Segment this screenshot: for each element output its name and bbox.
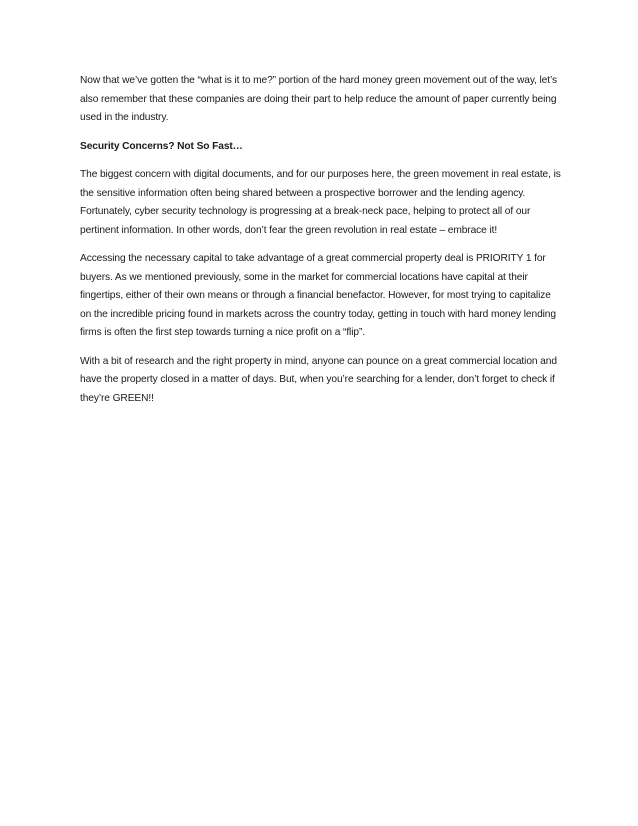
paragraph-capital: Accessing the necessary capital to take advantage of a great commercial property deal is PRIORITY 1 for buyers. As we mentioned previously, some in the market for commercial locations have capital at their fingertips, either of their own means or through a financial benefactor. However, for most trying to capitalize on the incredible pricing found in markets across the country today, getting in touch with hard money lending firms is often the first step towards turning a nice profit on a “flip”.: [80, 253, 556, 338]
paragraph-intro: Now that we’ve gotten the “what is it to me?” portion of the hard money green movement out of the way, let’s also remember that these companies are doing their part to help reduce the amount of paper currently being used in the industry.: [80, 75, 557, 123]
paragraph-conclusion: With a bit of research and the right property in mind, anyone can pounce on a great commercial location and have the property closed in a matter of days. But, when you’re searching for a lender, don’t forget to check if they’re GREEN!!: [80, 355, 557, 404]
document-body: [80, 72, 562, 418]
paragraph-security: The biggest concern with digital documents, and for our purposes here, the green movement in real estate, is the sensitive information often being shared between a prospective borrower and the lending agency. Fortunately, cyber security technology is progressing at a break-neck pace, helping to protect all of our pertinent information. In other words, don’t fear the green revolution in real estate – embrace it!: [80, 169, 561, 236]
section-heading: Security Concerns? Not So Fast…: [80, 140, 243, 152]
